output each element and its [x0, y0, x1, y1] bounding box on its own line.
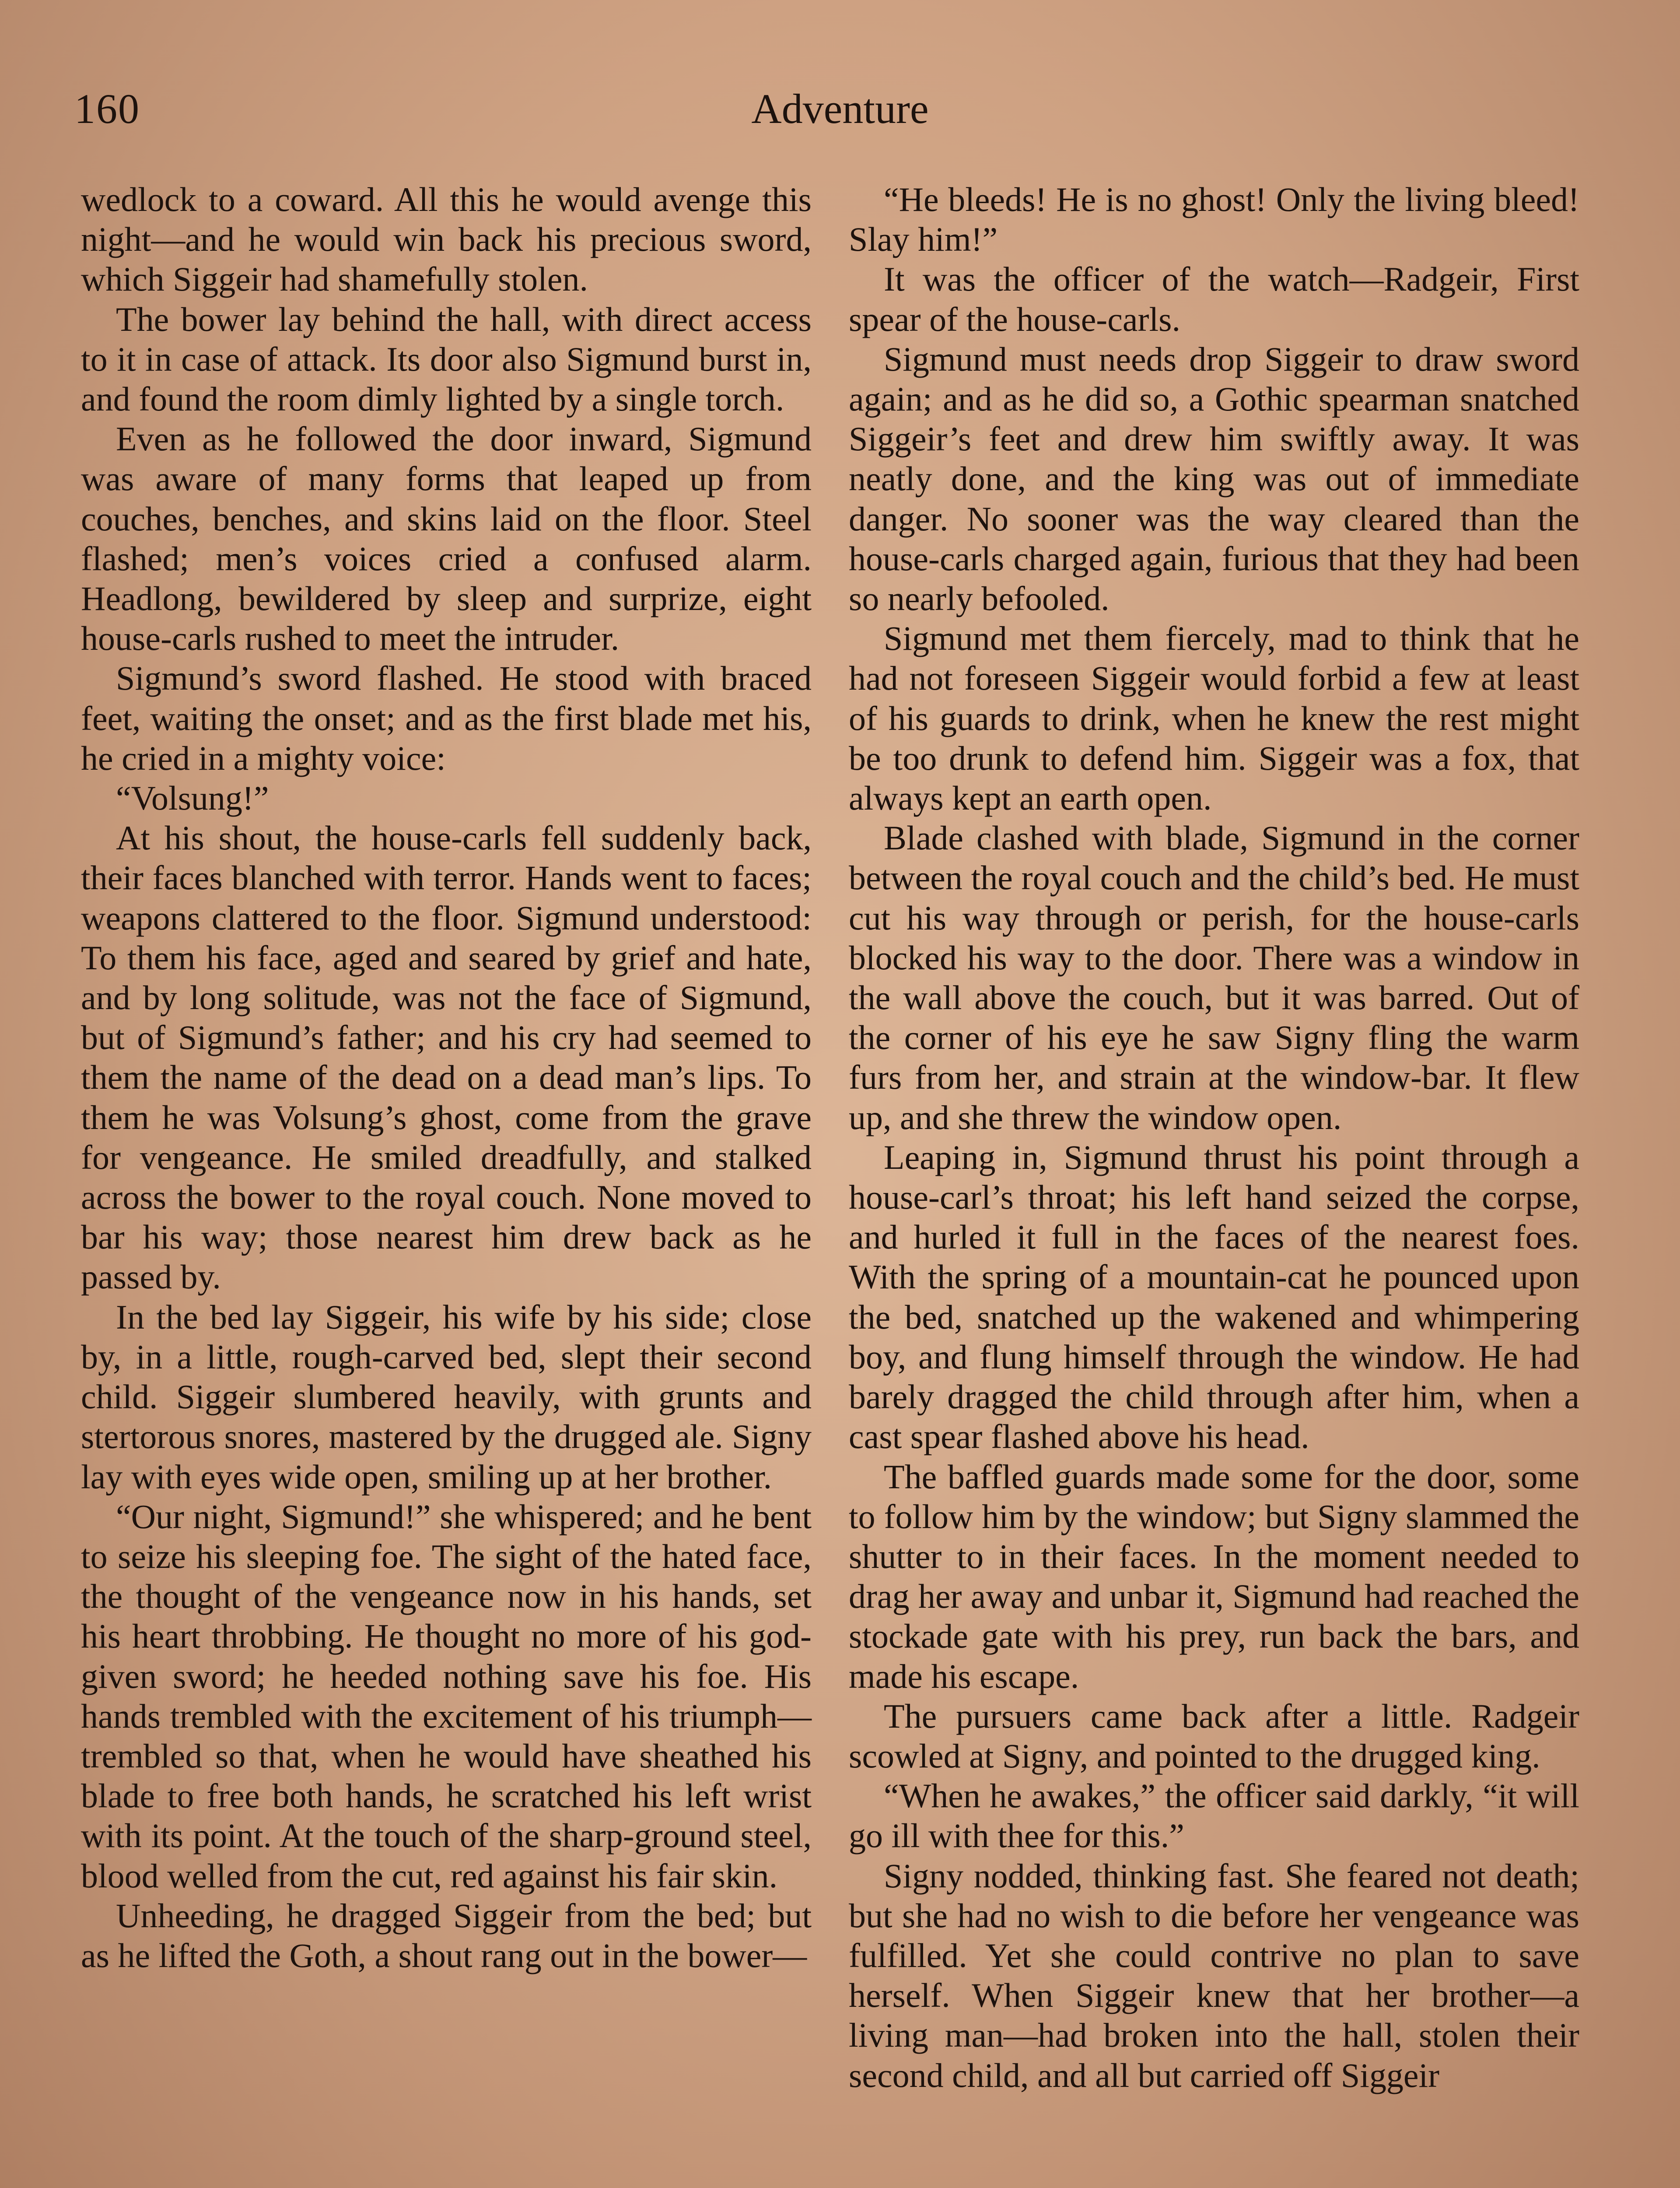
paragraph: Blade clashed with blade, Sigmund in the corner between the royal couch and the child’s bed. He must cut his way through or perish, for the house-carls blocked his way to the door. There was a window in the wall above the couch, but it was barred. Out of the corner of his eye he saw Signy fling the warm furs from her, and strain at the window-bar. It flew up, and she threw the window open.: [849, 819, 1579, 1136]
paragraph: Sigmund’s sword flashed. He stood with braced feet, waiting the onset; and as the first blade met his, he cried in a mighty voice:: [81, 659, 812, 777]
paragraph: “Our night, Sigmund!” she whispered; and he bent to seize his sleeping foe. The sight of the hated face, the thought of the vengeance now in his hands, set his heart throbbing. He thought no more of his god-given sword; he heeded nothing save his foe. His hands trembled with the excitement of his triumph—trembled so that, when he would have sheathed his blade to free both hands, he scratched his left wrist with its point. At the touch of the sharp-ground steel, blood welled from the cut, red against his fair skin.: [81, 1497, 812, 1895]
paragraph: Sigmund met them fiercely, mad to think that he had not foreseen Siggeir would forbid a few at least of his guards to drink, when he knew the rest might be too drunk to defend him. Siggeir was a fox, that always kept an earth open.: [849, 619, 1579, 817]
paragraph: “When he awakes,” the officer said darkly, “it will go ill with thee for this.”: [849, 1777, 1579, 1855]
paragraph: In the bed lay Siggeir, his wife by his side; close by, in a little, rough-carved bed, slept their second child. Siggeir slumbered heavily, with grunts and stertorous snores, mastered by the drugged ale. Signy lay with eyes wide open, smiling up at her brother.: [81, 1297, 812, 1496]
paragraph: “Volsung!”: [116, 779, 269, 817]
paragraph: Signy nodded, thinking fast. She feared not death; but she had no wish to die before her vengeance was fulfilled. Yet she could contrive no plan to save herself. When Siggeir knew that her brother—a living man—had broken into the hall, stolen their second child, and all but carried off Siggeir: [849, 1856, 1579, 2094]
paragraph: Unheeding, he dragged Siggeir from the bed; but as he lifted the Goth, a shout rang out in the bower—: [81, 1896, 812, 1974]
running-head: Adventure: [751, 85, 929, 132]
paragraph: Leaping in, Sigmund thrust his point through a house-carl’s throat; his left hand seized the corpse, and hurled it full in the faces of the nearest foes. With the spring of a mountain-cat he pounced upon the bed, snatched up the wakened and whimpering boy, and flung himself through the window. He had barely dragged the child through after him, when a cast spear flashed above his head.: [849, 1138, 1579, 1456]
paragraph: Sigmund must needs drop Siggeir to draw sword again; and as he did so, a Gothic spearman snatched Siggeir’s feet and drew him swiftly away. It was neatly done, and the king was out of immediate danger. No sooner was the way cleared than the house-carls charged again, furious that they had been so nearly befooled.: [849, 340, 1579, 618]
text-column-left: [81, 179, 812, 1975]
page-header: [74, 77, 1606, 138]
paragraph: Even as he followed the door inward, Sigmund was aware of many forms that leaped up from couches, benches, and skins laid on the floor. Steel flashed; men’s voices cried a confused alarm. Headlong, bewildered by sleep and surprize, eight house-carls rushed to meet the intruder.: [81, 420, 812, 658]
page-number: 160: [74, 85, 140, 132]
paragraph: “He bleeds! He is no ghost! Only the living bleed! Slay him!”: [849, 180, 1579, 259]
paragraph: The pursuers came back after a little. Radgeir scowled at Signy, and pointed to the drugged king.: [849, 1697, 1579, 1775]
text-column-right: [849, 179, 1579, 2095]
paragraph: wedlock to a coward. All this he would avenge this night—and he would win back his precious sword, which Siggeir had shamefully stolen.: [81, 180, 812, 298]
paragraph: The bower lay behind the hall, with direct access to it in case of attack. Its door also Sigmund burst in, and found the room dimly lighted by a single torch.: [81, 300, 812, 418]
paragraph: It was the officer of the watch—Radgeir, First spear of the house-carls.: [849, 260, 1579, 338]
paragraph: The baffled guards made some for the door, some to follow him by the window; but Signy slammed the shutter to in their faces. In the moment needed to drag her away and unbar it, Sigmund had reached the stockade gate with his prey, run back the bars, and made his escape.: [849, 1457, 1579, 1695]
paragraph: At his shout, the house-carls fell suddenly back, their faces blanched with terror. Hands went to faces; weapons clattered to the floor. Sigmund understood: To them his face, aged and seared by grief and hate, and by long solitude, was not the face of Sigmund, but of Sigmund’s father; and his cry had seemed to them the name of the dead on a dead man’s lips. To them he was Volsung’s ghost, come from the grave for vengeance. He smiled dreadfully, and stalked across the bower to the royal couch. None moved to bar his way; those nearest him drew back as he passed by.: [81, 819, 812, 1296]
